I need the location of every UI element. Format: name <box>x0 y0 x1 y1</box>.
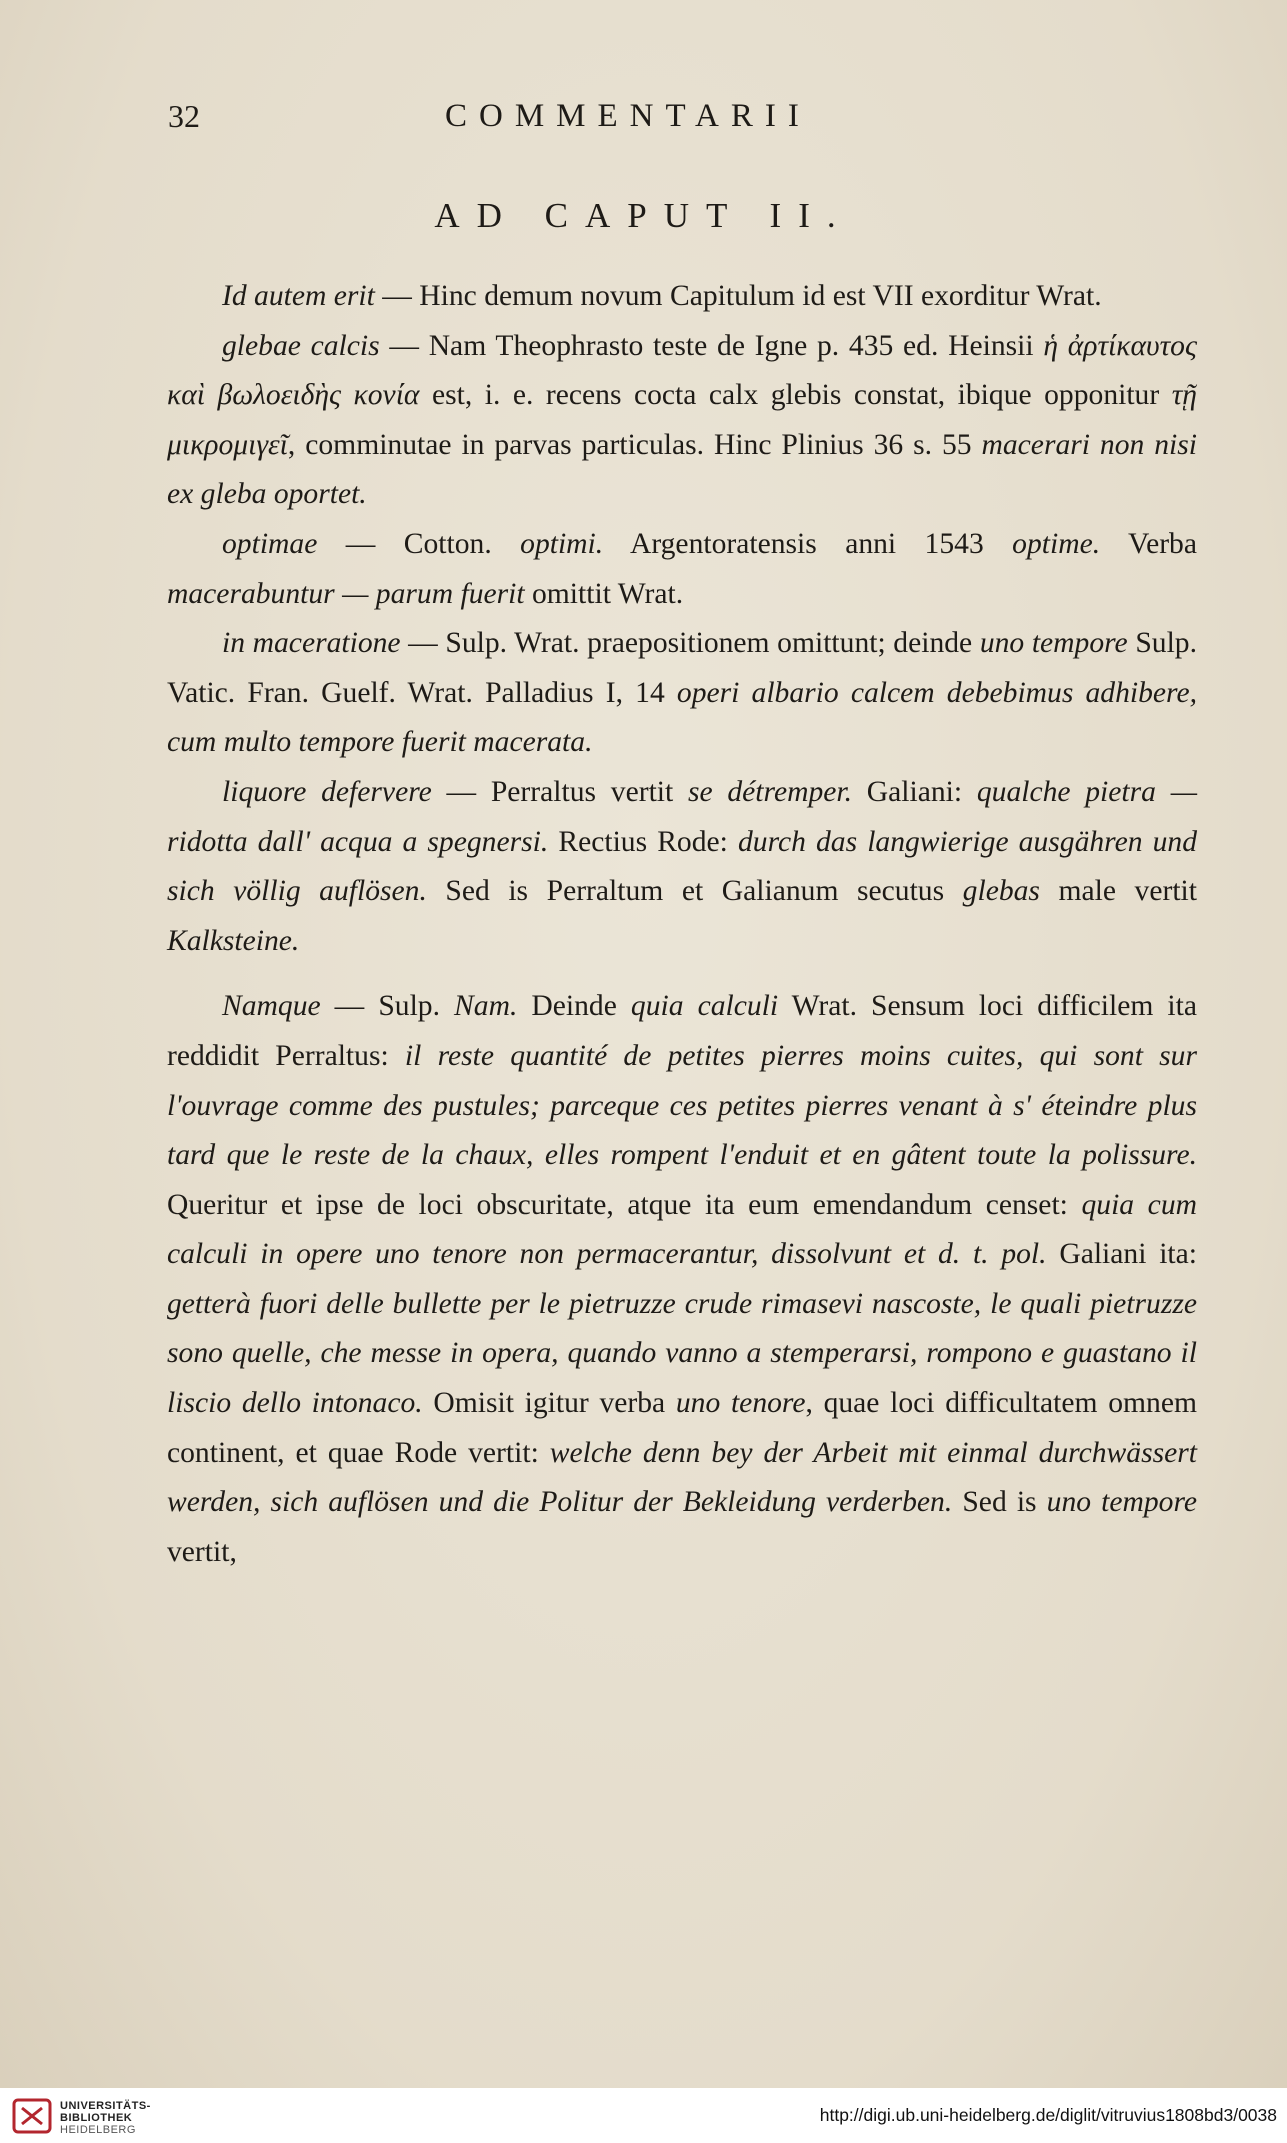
italic-segment: uno tenore <box>675 1387 806 1420</box>
paragraph <box>167 619 1197 768</box>
text-segment: Argentoratensis anni 1543 <box>603 527 1013 560</box>
library-name <box>60 2100 151 2136</box>
text-segment: male vertit <box>1039 875 1197 908</box>
text-segment: Wrat. Sensum loci difficilem ita reddidit Perraltus: <box>167 990 1197 1072</box>
university-library-logo-icon <box>12 2096 52 2136</box>
page-header <box>0 98 1287 138</box>
text-segment: Sed is Perraltum et Galianum secutus <box>426 875 963 908</box>
italic-segment: ἡ ἀρτίκαυτος καὶ βωλοειδὴς κονία <box>167 329 1197 412</box>
italic-segment: optimi. <box>520 527 604 560</box>
page-number: 32 <box>168 98 200 134</box>
text-segment: Rectius Rode: <box>548 825 738 858</box>
text-segment: omittit Wrat. <box>524 577 684 610</box>
text-segment: est, i. e. recens cocta calx glebis constat, ibique opponitur <box>419 379 1172 412</box>
italic-segment: optimae <box>222 527 318 560</box>
text-segment: , comminutae in parvas particulas. Hinc Plinius 36 s. 55 <box>287 428 982 461</box>
text-segment: Galiani ita: <box>1046 1238 1197 1271</box>
paragraph <box>167 322 1197 520</box>
italic-segment: uno tempore <box>1046 1486 1198 1519</box>
italic-segment: quia cum calculi in opere uno tenore non permacerantur, dissolvunt et d. t. pol. <box>167 1188 1197 1271</box>
italic-segment: liquore defervere <box>222 775 432 808</box>
text-segment: Deinde <box>517 990 631 1023</box>
italic-segment: qualche pietra — ridotta dall' acqua a spegnersi. <box>167 775 1198 858</box>
italic-segment: glebas <box>962 875 1040 908</box>
italic-segment: Namque <box>222 990 321 1023</box>
text-segment: vertit, <box>167 1535 237 1568</box>
text-segment: — Nam Theophrasto teste de Igne p. 435 ed. Heinsii <box>379 329 1044 362</box>
italic-segment: Kalksteine. <box>167 924 300 957</box>
italic-segment: se détremper. <box>687 775 853 808</box>
library-name-line: HEIDELBERG <box>60 2124 136 2136</box>
library-name-line: UNIVERSITÄTS- <box>60 2100 151 2112</box>
text-segment: Galiani: <box>852 775 977 808</box>
library-name-line: BIBLIOTHEK <box>60 2112 133 2124</box>
text-segment: , quae loci difficultatem omnem continent, et quae Rode vertit: <box>167 1387 1197 1469</box>
italic-segment: in maceratione <box>222 627 401 660</box>
footer-bar <box>0 2088 1287 2143</box>
paragraph <box>167 768 1197 966</box>
paragraph <box>167 272 1197 322</box>
text-segment: — Sulp. <box>320 990 455 1023</box>
text-segment: Verba <box>1100 527 1197 560</box>
source-url-link[interactable]: http://digi.ub.uni-heidelberg.de/diglit/vitruvius1808bd3/0038 <box>819 2105 1277 2125</box>
text-segment: — Cotton. <box>317 527 521 560</box>
text-segment: — Hinc demum novum Capitulum id est VII exorditur Wrat. <box>374 280 1102 312</box>
text-segment: Omisit igitur verba <box>422 1387 676 1420</box>
running-title: COMMENTARII <box>445 98 811 134</box>
italic-segment: operi albario calcem debebimus adhibere, cum multo tempore fuerit macerata. <box>167 676 1198 759</box>
italic-segment: τῇ μικρομιγεῖ <box>167 379 1197 461</box>
section-title: AD CAPUT II. <box>434 196 853 235</box>
italic-segment: il reste quantité de petites pierres moins cuites, qui sont sur l'ouvrage comme des pustules; parceque ces petites pierres venant à s' éteindre plus tard que le reste de la chaux, elles rompent l'enduit et en gâtent toute la polissure. <box>167 1039 1197 1172</box>
text-segment: Sulp. Vatic. Fran. Guelf. Wrat. Palladius I, 14 <box>167 627 1197 709</box>
text-segment: Queritur et ipse de loci obscuritate, atque ita eum emendandum censet: <box>167 1188 1082 1221</box>
paragraph <box>167 982 1197 1577</box>
italic-segment: getterà fuori delle bullette per le pietruzze crude rimasevi nascoste, le quali pietruzze sono quelle, che messe in opera, quando vanno a stemperarsi, rompono e guastano il liscio dello intonaco. <box>167 1287 1197 1420</box>
italic-segment: Nam. <box>454 990 518 1023</box>
italic-segment: durch das langwierige ausgähren und sich völlig auflösen. <box>167 825 1197 908</box>
italic-segment: quia calculi <box>630 990 779 1023</box>
italic-segment: Id autem erit <box>222 280 375 312</box>
italic-segment: optime. <box>1012 527 1101 560</box>
italic-segment: macerari non nisi ex gleba oportet. <box>167 428 1198 511</box>
commentary-body <box>167 272 1197 1577</box>
italic-segment: welche denn bey der Arbeit mit einmal durchwässert werden, sich auflösen und die Politur der Bekleidung verderben. <box>167 1436 1197 1519</box>
italic-segment: uno tempore <box>979 627 1128 660</box>
text-segment: — Perraltus vertit <box>431 775 688 808</box>
paragraph <box>167 520 1197 619</box>
text-segment: — Sulp. Wrat. praepositionem omittunt; deinde <box>400 627 980 660</box>
text-segment: Sed is <box>952 1486 1047 1519</box>
italic-segment: glebae calcis <box>222 329 380 362</box>
italic-segment: macerabuntur — parum fuerit <box>167 577 525 610</box>
